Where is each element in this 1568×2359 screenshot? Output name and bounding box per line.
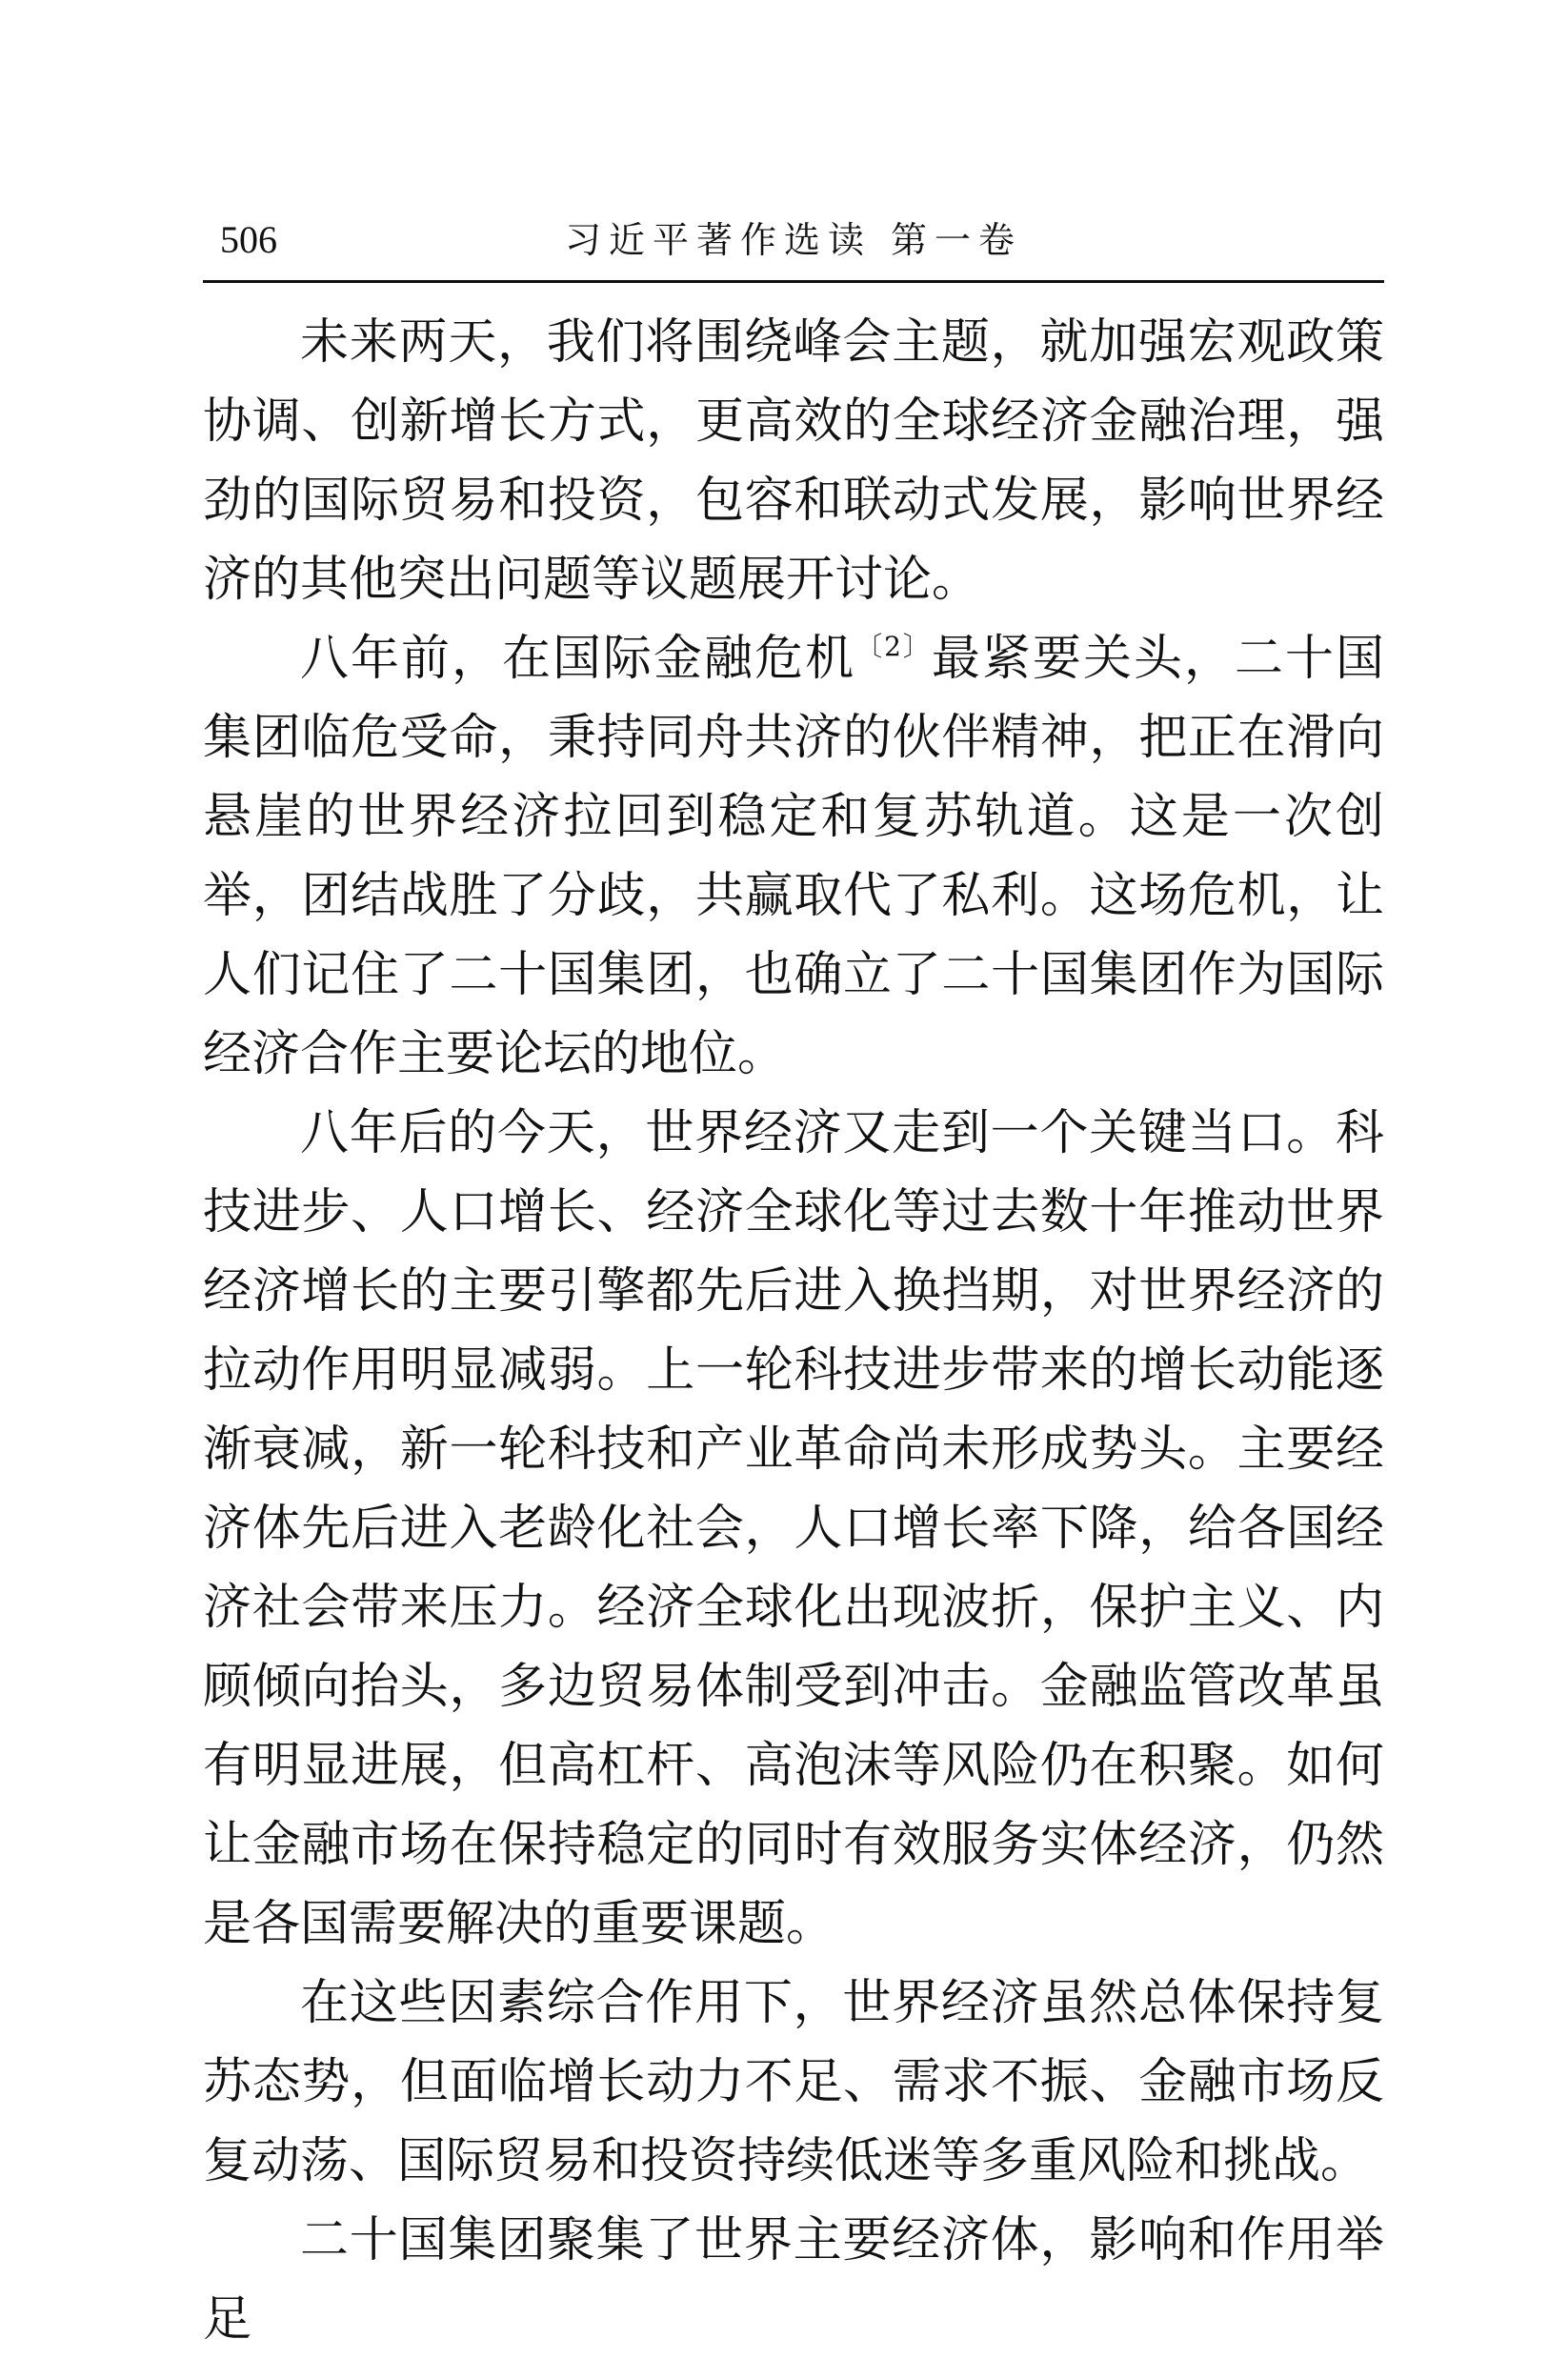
paragraph-3: 八年后的今天，世界经济又走到一个关键当口。科技进步、人口增长、经济全球化等过去数十年推动世界经济增长的主要引擎都先后进入换挡期，对世界经济的拉动作用明显减弱。上一轮科技进步带来的增长动能逐渐衰减，新一轮科技和产业革命尚未形成势头。主要经济体先后进入老龄化社会，人口增长率下降，给各国经济社会带来压力。经济全球化出现波折，保护主义、内顾倾向抬头，多边贸易体制受到冲击。金融监管改革虽有明显进展，但高杠杆、高泡沫等风险仍在积聚。如何让金融市场在保持稳定的同时有效服务实体经济，仍然是各国需要解决的重要课题。 bbox=[203, 1105, 1384, 1952]
paragraph-2 bbox=[203, 619, 1384, 1094]
header-rule bbox=[203, 280, 1384, 283]
running-title: 习近平著作选读 第一卷 bbox=[564, 219, 1023, 261]
paragraph-4: 在这些因素综合作用下，世界经济虽然总体保持复苏态势，但面临增长动力不足、需求不振、金融市场反复动荡、国际贸易和投资持续低迷等多重风险和挑战。 bbox=[203, 1975, 1384, 2189]
page-header bbox=[203, 212, 1384, 269]
paragraph-1: 未来两天，我们将围绕峰会主题，就加强宏观政策协调、创新增长方式，更高效的全球经济金融治理，强劲的国际贸易和投资，包容和联动式发展，影响世界经济的其他突出问题等议题展开讨论。 bbox=[203, 314, 1384, 608]
paragraph-5: 二十国集团聚集了世界主要经济体，影响和作用举足 bbox=[203, 2212, 1384, 2348]
body-text bbox=[203, 303, 1384, 2359]
paragraph-2-text-after: 最紧要关头，二十国集团临危受命，秉持同舟共济的伙伴精神，把正在滑向悬崖的世界经济拉回到稳定和复苏轨道。这是一次创举，团结战胜了分歧，共赢取代了私利。这场危机，让人们记住了二十国集团，也确立了二十国集团作为国际经济合作主要论坛的地位。 bbox=[203, 631, 1384, 1082]
paragraph-2-text-before: 八年前，在国际金融危机 bbox=[300, 631, 856, 687]
page-number: 506 bbox=[220, 218, 277, 261]
footnote-reference: 〔2〕 bbox=[855, 631, 932, 662]
